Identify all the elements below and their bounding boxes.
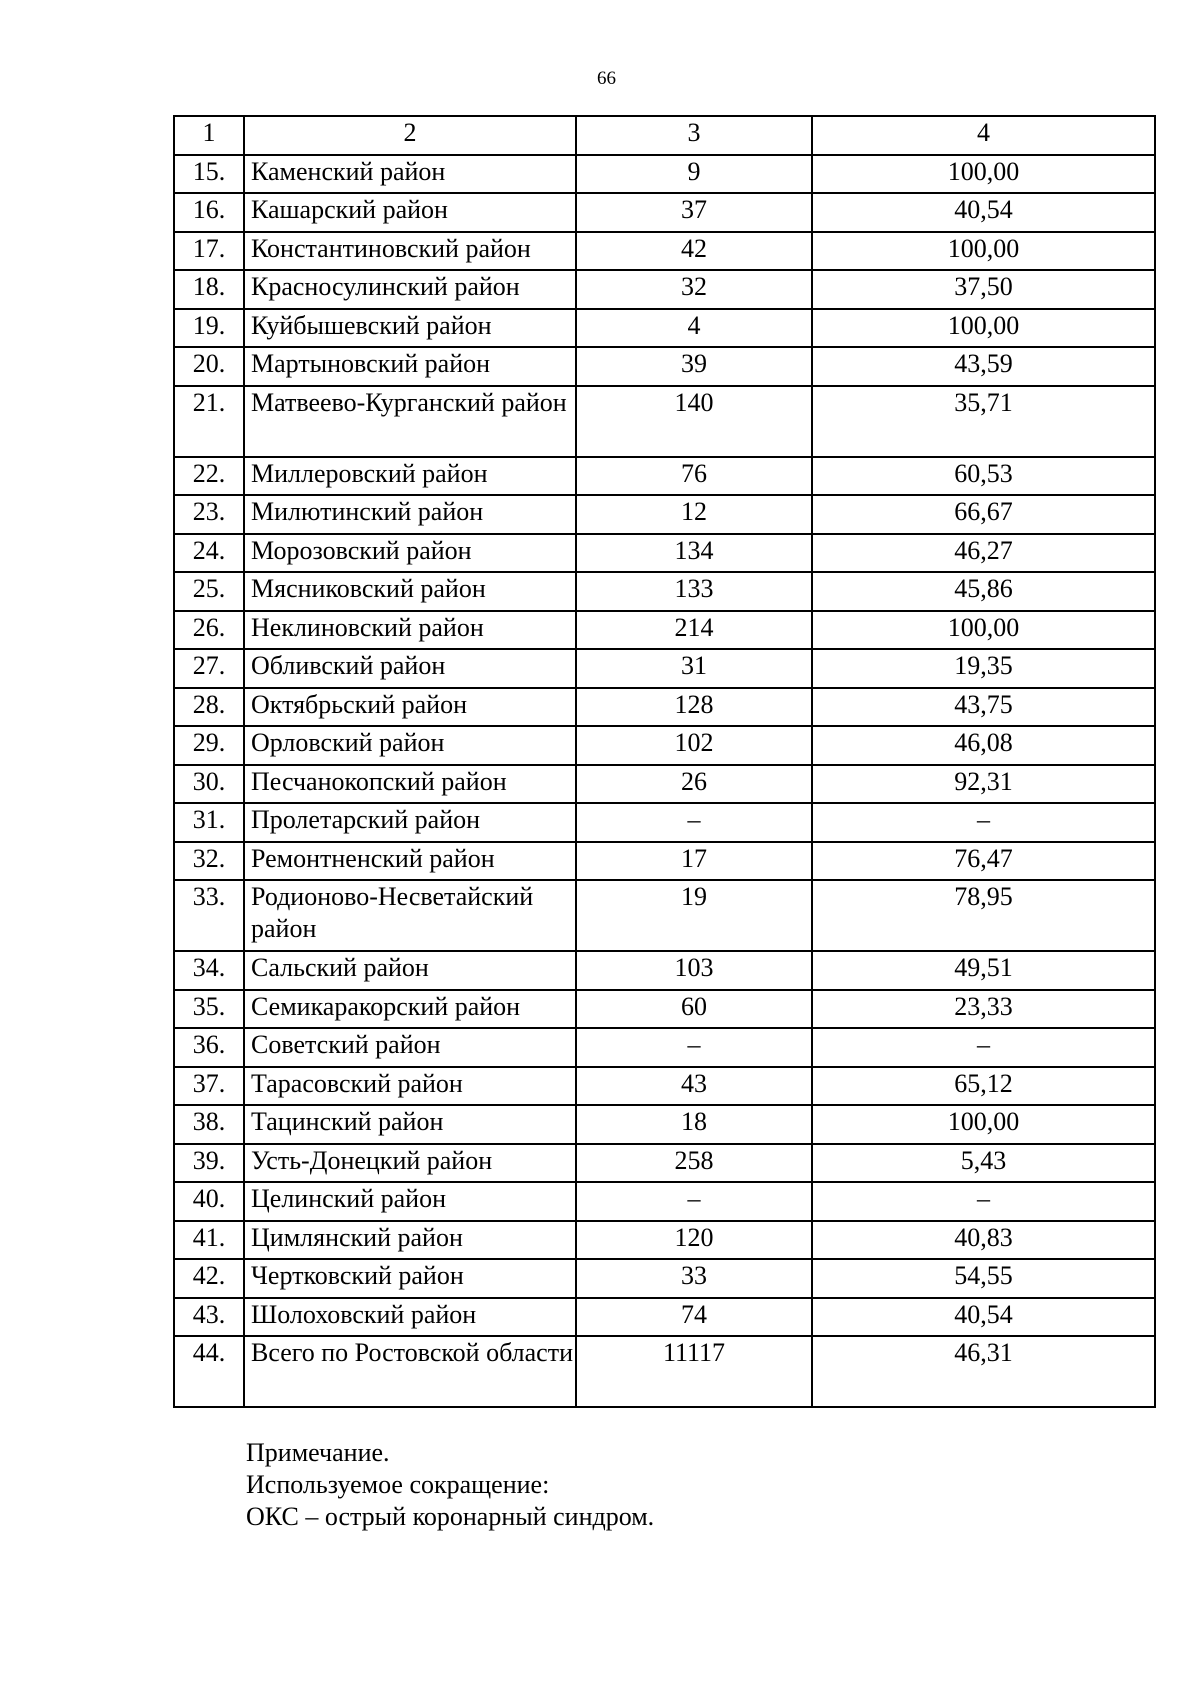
district-name-cell: Советский район xyxy=(244,1028,576,1067)
row-number-cell: 21. xyxy=(174,386,244,457)
count-cell: 31 xyxy=(576,649,812,688)
row-number-cell: 37. xyxy=(174,1067,244,1106)
row-number-cell: 15. xyxy=(174,155,244,194)
count-cell: 19 xyxy=(576,880,812,951)
table-row xyxy=(174,534,1155,573)
column-header-4: 4 xyxy=(812,116,1155,155)
table-row xyxy=(174,1105,1155,1144)
row-number-cell: 39. xyxy=(174,1144,244,1183)
district-name-cell: Куйбышевский район xyxy=(244,309,576,348)
count-cell: 12 xyxy=(576,495,812,534)
percent-cell: 46,08 xyxy=(812,726,1155,765)
district-name-cell: Родионово-Несветайский район xyxy=(244,880,576,951)
table-row xyxy=(174,803,1155,842)
statistics-table xyxy=(173,115,1156,1408)
row-number-cell: 24. xyxy=(174,534,244,573)
row-number-cell: 27. xyxy=(174,649,244,688)
table-row xyxy=(174,649,1155,688)
count-cell: 128 xyxy=(576,688,812,727)
percent-cell: 46,31 xyxy=(812,1336,1155,1407)
row-number-cell: 35. xyxy=(174,990,244,1029)
column-header-2: 2 xyxy=(244,116,576,155)
percent-cell: 40,83 xyxy=(812,1221,1155,1260)
row-number-cell: 44. xyxy=(174,1336,244,1407)
district-name-cell: Тацинский район xyxy=(244,1105,576,1144)
percent-cell: 5,43 xyxy=(812,1144,1155,1183)
count-cell: 133 xyxy=(576,572,812,611)
count-cell: 74 xyxy=(576,1298,812,1337)
district-name-cell: Константиновский район xyxy=(244,232,576,271)
percent-cell: 100,00 xyxy=(812,232,1155,271)
count-cell: 43 xyxy=(576,1067,812,1106)
percent-cell: 54,55 xyxy=(812,1259,1155,1298)
district-name-cell: Миллеровский район xyxy=(244,457,576,496)
district-name-cell: Милютинский район xyxy=(244,495,576,534)
count-cell: – xyxy=(576,1028,812,1067)
table-row xyxy=(174,1144,1155,1183)
table-row xyxy=(174,1259,1155,1298)
row-number-cell: 18. xyxy=(174,270,244,309)
district-name-cell: Мартыновский район xyxy=(244,347,576,386)
column-header-3: 3 xyxy=(576,116,812,155)
table-row xyxy=(174,495,1155,534)
percent-cell: 37,50 xyxy=(812,270,1155,309)
table-row xyxy=(174,765,1155,804)
table-row xyxy=(174,386,1155,457)
row-number-cell: 23. xyxy=(174,495,244,534)
district-name-cell: Пролетарский район xyxy=(244,803,576,842)
count-cell: 17 xyxy=(576,842,812,881)
row-number-cell: 29. xyxy=(174,726,244,765)
table-row xyxy=(174,572,1155,611)
district-name-cell: Песчанокопский район xyxy=(244,765,576,804)
percent-cell: 40,54 xyxy=(812,1298,1155,1337)
percent-cell: 100,00 xyxy=(812,309,1155,348)
percent-cell: 100,00 xyxy=(812,611,1155,650)
row-number-cell: 19. xyxy=(174,309,244,348)
percent-cell: 23,33 xyxy=(812,990,1155,1029)
count-cell: 39 xyxy=(576,347,812,386)
table-row xyxy=(174,611,1155,650)
district-name-cell: Красносулинский район xyxy=(244,270,576,309)
percent-cell: 66,67 xyxy=(812,495,1155,534)
count-cell: 103 xyxy=(576,951,812,990)
row-number-cell: 41. xyxy=(174,1221,244,1260)
count-cell: 120 xyxy=(576,1221,812,1260)
count-cell: 258 xyxy=(576,1144,812,1183)
count-cell: – xyxy=(576,803,812,842)
district-name-cell: Орловский район xyxy=(244,726,576,765)
table-row xyxy=(174,347,1155,386)
row-number-cell: 31. xyxy=(174,803,244,842)
row-number-cell: 36. xyxy=(174,1028,244,1067)
district-name-cell: Тарасовский район xyxy=(244,1067,576,1106)
count-cell: 140 xyxy=(576,386,812,457)
table-row xyxy=(174,842,1155,881)
percent-cell: 43,59 xyxy=(812,347,1155,386)
row-number-cell: 33. xyxy=(174,880,244,951)
percent-cell: 100,00 xyxy=(812,1105,1155,1144)
district-name-cell: Шолоховский район xyxy=(244,1298,576,1337)
row-number-cell: 16. xyxy=(174,193,244,232)
percent-cell: 49,51 xyxy=(812,951,1155,990)
count-cell: 214 xyxy=(576,611,812,650)
table-row xyxy=(174,232,1155,271)
count-cell: – xyxy=(576,1182,812,1221)
district-name-cell: Матвеево-Курганский район xyxy=(244,386,576,457)
district-name-cell: Сальский район xyxy=(244,951,576,990)
table-row xyxy=(174,688,1155,727)
count-cell: 11117 xyxy=(576,1336,812,1407)
district-name-cell: Мясниковский район xyxy=(244,572,576,611)
count-cell: 26 xyxy=(576,765,812,804)
percent-cell: 43,75 xyxy=(812,688,1155,727)
percent-cell: – xyxy=(812,1028,1155,1067)
district-name-cell: Цимлянский район xyxy=(244,1221,576,1260)
table-row xyxy=(174,726,1155,765)
district-name-cell: Каменский район xyxy=(244,155,576,194)
row-number-cell: 43. xyxy=(174,1298,244,1337)
row-number-cell: 30. xyxy=(174,765,244,804)
count-cell: 76 xyxy=(576,457,812,496)
percent-cell: – xyxy=(812,803,1155,842)
district-name-cell: Целинский район xyxy=(244,1182,576,1221)
district-name-cell: Чертковский район xyxy=(244,1259,576,1298)
row-number-cell: 28. xyxy=(174,688,244,727)
note-abbreviation-heading: Используемое сокращение: xyxy=(246,1470,550,1499)
count-cell: 42 xyxy=(576,232,812,271)
percent-cell: 45,86 xyxy=(812,572,1155,611)
count-cell: 134 xyxy=(576,534,812,573)
district-name-cell: Обливский район xyxy=(244,649,576,688)
row-number-cell: 26. xyxy=(174,611,244,650)
table-row xyxy=(174,1221,1155,1260)
district-name-cell: Ремонтненский район xyxy=(244,842,576,881)
percent-cell: 100,00 xyxy=(812,155,1155,194)
percent-cell: 46,27 xyxy=(812,534,1155,573)
district-name-cell: Усть-Донецкий район xyxy=(244,1144,576,1183)
percent-cell: 35,71 xyxy=(812,386,1155,457)
count-cell: 102 xyxy=(576,726,812,765)
row-number-cell: 17. xyxy=(174,232,244,271)
district-name-cell: Семикаракорский район xyxy=(244,990,576,1029)
percent-cell: 78,95 xyxy=(812,880,1155,951)
table-row xyxy=(174,1067,1155,1106)
column-header-1: 1 xyxy=(174,116,244,155)
district-name-cell: Морозовский район xyxy=(244,534,576,573)
count-cell: 9 xyxy=(576,155,812,194)
percent-cell: 76,47 xyxy=(812,842,1155,881)
count-cell: 4 xyxy=(576,309,812,348)
table-row xyxy=(174,193,1155,232)
percent-cell: 19,35 xyxy=(812,649,1155,688)
page-number: 66 xyxy=(597,68,616,89)
table-row xyxy=(174,270,1155,309)
table-row xyxy=(174,1028,1155,1067)
table-header-row xyxy=(174,116,1155,155)
district-name-cell: Всего по Ростовской области xyxy=(244,1336,576,1407)
row-number-cell: 34. xyxy=(174,951,244,990)
row-number-cell: 40. xyxy=(174,1182,244,1221)
row-number-cell: 38. xyxy=(174,1105,244,1144)
table-row xyxy=(174,309,1155,348)
note-abbreviation-definition: ОКС – острый коронарный синдром. xyxy=(246,1502,655,1531)
percent-cell: 65,12 xyxy=(812,1067,1155,1106)
table-row xyxy=(174,951,1155,990)
table-row xyxy=(174,1298,1155,1337)
table-row xyxy=(174,1182,1155,1221)
table-row xyxy=(174,457,1155,496)
count-cell: 37 xyxy=(576,193,812,232)
count-cell: 18 xyxy=(576,1105,812,1144)
note-block xyxy=(246,1437,654,1533)
district-name-cell: Октябрьский район xyxy=(244,688,576,727)
row-number-cell: 22. xyxy=(174,457,244,496)
percent-cell: 40,54 xyxy=(812,193,1155,232)
note-title: Примечание. xyxy=(246,1438,390,1467)
table-row xyxy=(174,990,1155,1029)
count-cell: 32 xyxy=(576,270,812,309)
row-number-cell: 25. xyxy=(174,572,244,611)
district-name-cell: Кашарский район xyxy=(244,193,576,232)
table-row xyxy=(174,155,1155,194)
row-number-cell: 32. xyxy=(174,842,244,881)
percent-cell: 92,31 xyxy=(812,765,1155,804)
table-row xyxy=(174,1336,1155,1407)
table-row xyxy=(174,880,1155,951)
row-number-cell: 42. xyxy=(174,1259,244,1298)
percent-cell: – xyxy=(812,1182,1155,1221)
count-cell: 33 xyxy=(576,1259,812,1298)
district-name-cell: Неклиновский район xyxy=(244,611,576,650)
row-number-cell: 20. xyxy=(174,347,244,386)
count-cell: 60 xyxy=(576,990,812,1029)
percent-cell: 60,53 xyxy=(812,457,1155,496)
